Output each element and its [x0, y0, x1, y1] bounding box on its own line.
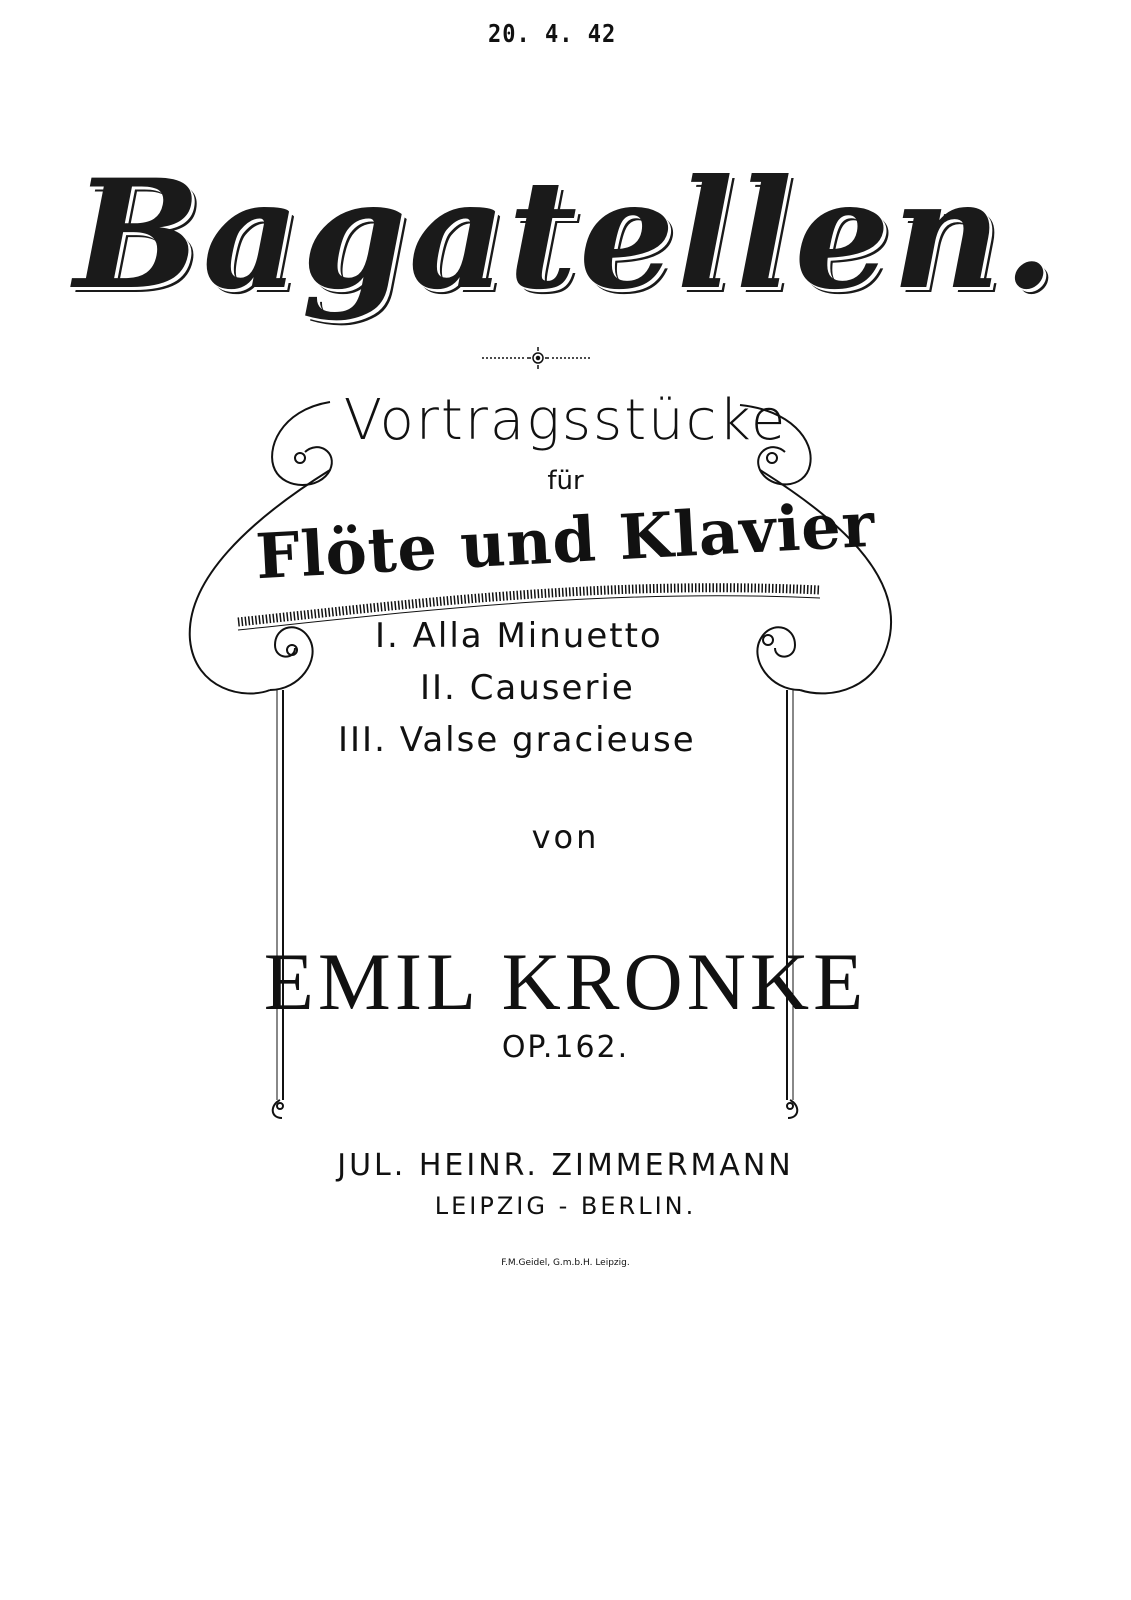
movement-1 — [375, 616, 663, 656]
separator-ornament — [482, 347, 592, 369]
movement-numeral: I. — [375, 616, 400, 656]
movement-name: Alla Minuetto — [412, 616, 663, 656]
opus-number: OP.162. — [501, 1030, 630, 1065]
for-label: für — [547, 466, 584, 496]
by-label: von — [531, 818, 600, 856]
printer-credit: F.M.Geidel, G.m.b.H. Leipzig. — [501, 1258, 630, 1268]
instruments: Flöte und Klavier — [254, 487, 877, 594]
movement-3 — [338, 720, 696, 760]
catalog-number: 20. 4. 42 — [488, 20, 617, 49]
publisher-name: JUL. HEINR. ZIMMERMANN — [337, 1148, 794, 1183]
movement-numeral: III. — [338, 720, 387, 760]
movement-name: Valse gracieuse — [399, 720, 696, 760]
composer-name: EMIL KRONKE — [263, 936, 868, 1027]
publisher-city: LEIPZIG - BERLIN. — [434, 1192, 697, 1220]
subtitle: Vortragsstücke — [343, 388, 788, 453]
movement-numeral: II. — [420, 668, 457, 708]
movement-name: Causerie — [469, 668, 635, 708]
movement-2 — [420, 668, 635, 708]
page-title: Bagatellen. — [73, 147, 1058, 323]
